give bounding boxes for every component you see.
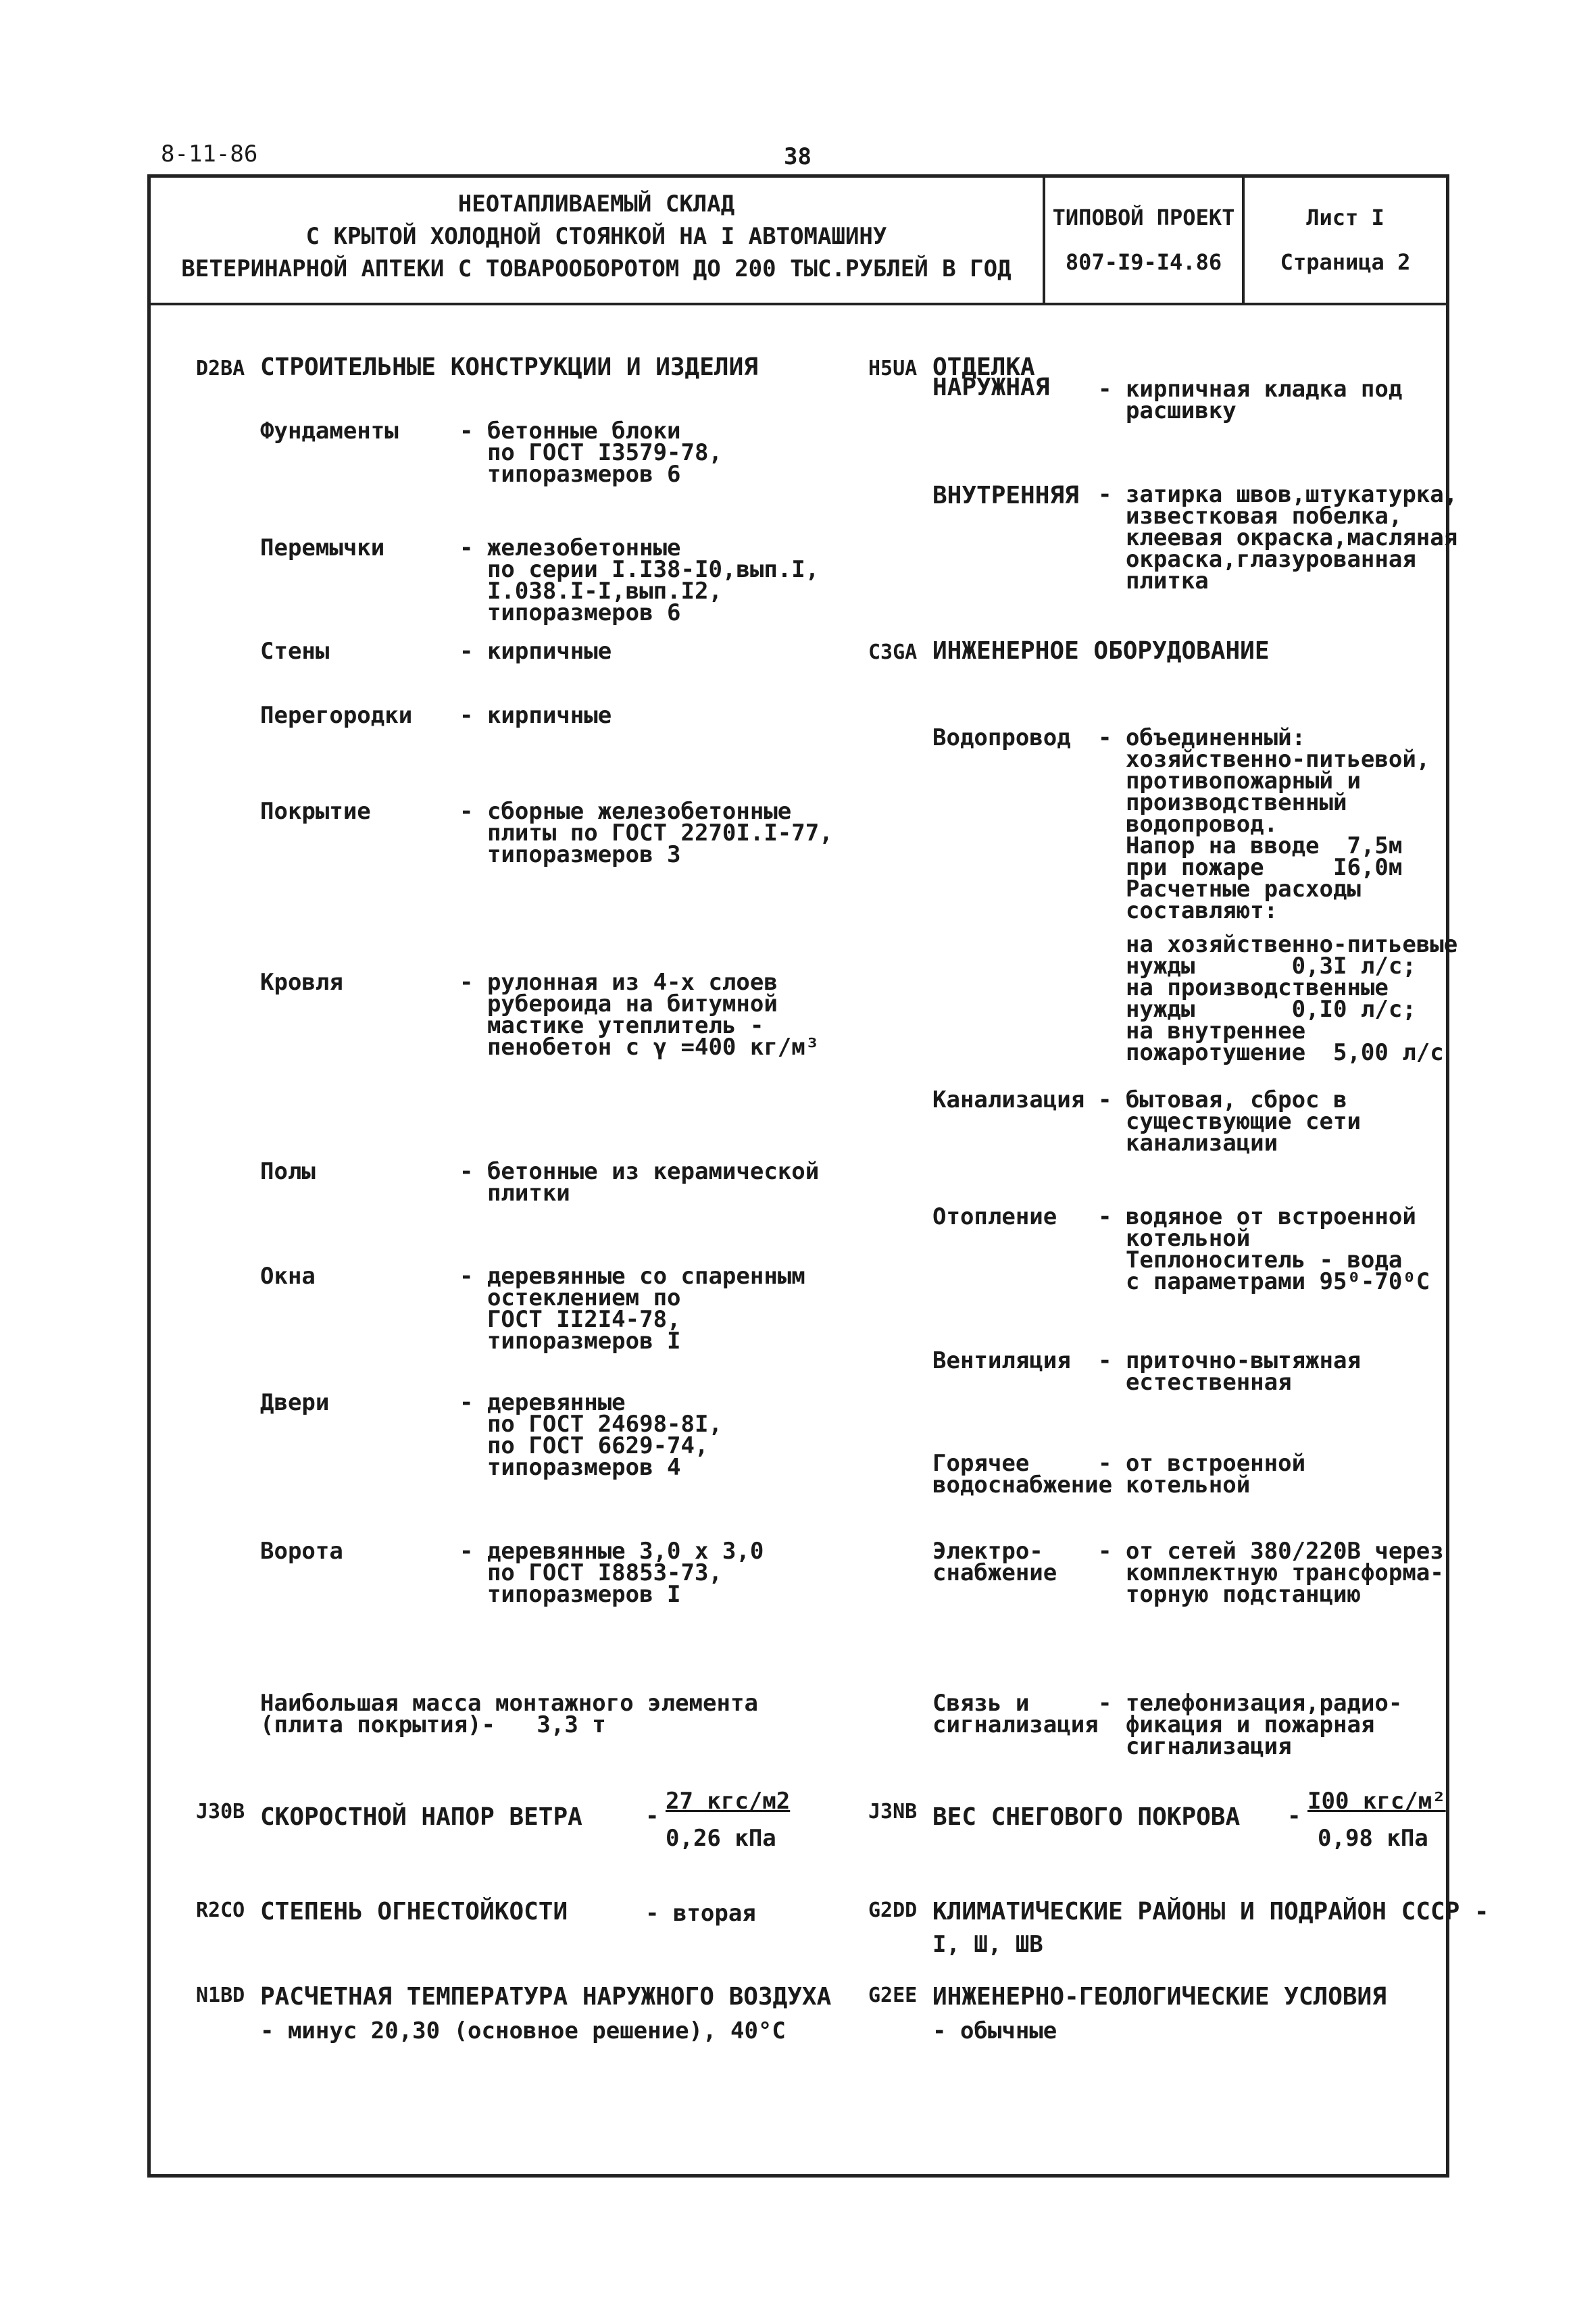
item-label-walls: Стены: [260, 638, 330, 665]
eq-text-heating: - водяное от встроенной котельной Теплоноситель - вода с параметрами 95⁰-70⁰С: [1098, 1203, 1430, 1295]
climate-value: I, Ш, ШВ: [932, 1931, 1043, 1958]
item-label-partitions: Перегородки: [260, 702, 413, 729]
eq-label-ventilation: Вентиляция: [932, 1347, 1071, 1374]
item-text-lintels: - железобетонные по серии I.I38-I0,вып.I, I.038.I-I,вып.I2, типоразмеров 6: [459, 534, 820, 626]
finish-outer-text: - кирпичная кладка под расшивку: [1098, 376, 1403, 424]
page-label: Страница 2: [1280, 249, 1411, 275]
wind-code: J30B: [196, 1800, 245, 1823]
finish-outer-label: НАРУЖНАЯ: [932, 374, 1050, 401]
fire-title: СТЕПЕНЬ ОГНЕСТОЙКОСТИ: [260, 1898, 568, 1926]
item-label-foundation: Фундаменты: [260, 418, 399, 445]
geo-code: G2EE: [868, 1984, 918, 2007]
section-code-left: D2BA: [196, 357, 245, 380]
header-title: [155, 188, 1037, 285]
item-text-floors: - бетонные из керамической плитки: [459, 1158, 820, 1207]
eq-text-comms: - телефонизация,радио- фикация и пожарная сигнализация: [1098, 1690, 1403, 1760]
item-text-partitions: - кирпичные: [459, 702, 612, 729]
fire-code: R2CO: [196, 1898, 245, 1922]
item-text-gates: - деревянные 3,0 x 3,0 по ГОСТ I8853-73, типоразмеров I: [459, 1538, 764, 1608]
title-line-2: С КРЫТОЙ ХОЛОДНОЙ СТОЯНКОЙ НА I АВТОМАШИНУ: [305, 223, 887, 250]
title-line-3: ВЕТЕРИНАРНОЙ АПТЕКИ С ТОВАРООБОРОТОМ ДО 200 ТЫС.РУБЛЕЙ В ГОД: [181, 255, 1012, 282]
item-label-lintels: Перемычки: [260, 534, 385, 561]
header-divider: [147, 303, 1449, 305]
item-label-floors: Полы: [260, 1158, 316, 1185]
item-label-roof-deck: Покрытие: [260, 798, 371, 825]
header-vline-1: [1043, 174, 1045, 304]
item-text-foundation: - бетонные блоки по ГОСТ I3579-78, типоразмеров 6: [459, 418, 722, 488]
equipment-title: ИНЖЕНЕРНОЕ ОБОРУДОВАНИЕ: [932, 637, 1270, 665]
geo-value: - обычные: [932, 2017, 1057, 2044]
title-line-1: НЕОТАПЛИВАЕМЫЙ СКЛАД: [457, 191, 735, 218]
wind-title: СКОРОСТНОЙ НАПОР ВЕТРА: [260, 1803, 582, 1831]
item-text-roof-deck: - сборные железобетонные плиты по ГОСТ 2270I.I-77, типоразмеров 3: [459, 798, 833, 868]
temp-code: N1BD: [196, 1984, 245, 2007]
climate-title: КЛИМАТИЧЕСКИЕ РАЙОНЫ И ПОДРАЙОН СССР -: [932, 1898, 1489, 1926]
eq-text-water: - объединенный: хозяйственно-питьевой, противопожарный и производственный водопровод. Напор на вводе 7,5м при пожаре I6,0м Расчетные расходы составляют:: [1098, 724, 1430, 924]
eq-label-heating: Отопление: [932, 1203, 1057, 1230]
snow-code: J3NB: [868, 1800, 918, 1823]
document-date: 8-11-86: [161, 141, 258, 168]
project-label: ТИПОВОЙ ПРОЕКТ: [1052, 205, 1235, 230]
page-number: 38: [784, 143, 812, 170]
item-label-roofing: Кровля: [260, 969, 343, 996]
eq-label-water: Водопровод: [932, 724, 1071, 751]
eq-label-sewer: Канализация: [932, 1086, 1085, 1113]
snow-dash: -: [1287, 1803, 1301, 1830]
eq-text-hot-water: - от встроенной котельной: [1098, 1450, 1306, 1499]
eq-label-power: Электро- снабжение: [932, 1538, 1057, 1586]
item-text-roofing: - рулонная из 4-х слоев рубероида на битумной мастике утеплитель - пенобетон с γ =400 кг/м³: [459, 969, 820, 1061]
wind-dash: -: [645, 1803, 659, 1830]
max-mass-note: Наибольшая масса монтажного элемента (плита покрытия)- 3,3 т: [260, 1690, 758, 1738]
snow-value-kpa: 0,98 кПа: [1318, 1825, 1428, 1852]
item-text-walls: - кирпичные: [459, 638, 612, 665]
item-label-doors: Двери: [260, 1389, 330, 1416]
geo-title: ИНЖЕНЕРНО-ГЕОЛОГИЧЕСКИЕ УСЛОВИЯ: [932, 1983, 1387, 2011]
wind-value-kpa: 0,26 кПа: [666, 1825, 776, 1852]
item-text-doors: - деревянные по ГОСТ 24698-8I, по ГОСТ 6629-74, типоразмеров 4: [459, 1389, 722, 1481]
item-text-windows: - деревянные со спаренным остеклением по ГОСТ II2I4-78, типоразмеров I: [459, 1263, 805, 1355]
snow-value-kgs: I00 кгс/м²: [1307, 1788, 1446, 1815]
item-label-windows: Окна: [260, 1263, 316, 1290]
project-number: 807-I9-I4.86: [1065, 249, 1222, 275]
finish-inner-text: - затирка швов,штукатурка, известковая побелка, клеевая окраска,масляная окраска,глазурованная плитка: [1098, 481, 1458, 595]
eq-label-comms: Связь и сигнализация: [932, 1690, 1099, 1738]
section-code-equipment: C3GA: [868, 640, 918, 664]
temp-value: - минус 20,30 (основное решение), 40°С: [260, 2017, 786, 2044]
climate-code: G2DD: [868, 1898, 918, 1922]
snow-title: ВЕС СНЕГОВОГО ПОКРОВА: [932, 1803, 1241, 1831]
eq-label-hot-water: Горячее водоснабжение: [932, 1450, 1113, 1499]
finish-title: ОТДЕЛКА: [932, 353, 1035, 381]
sheet-number: Лист I: [1306, 205, 1385, 230]
eq-text-power: - от сетей 380/220В через комплектную трансформа- торную подстанцию: [1098, 1538, 1444, 1608]
item-label-gates: Ворота: [260, 1538, 343, 1565]
finish-inner-label: ВНУТРЕННЯЯ: [932, 482, 1079, 509]
eq-text-ventilation: - приточно-вытяжная естественная: [1098, 1347, 1361, 1396]
eq-text-water-flows: на хозяйственно-питьевые нужды 0,3I л/с; на производственные нужды 0,I0 л/с; на внутреннее пожаротушение 5,00 л/с: [1125, 931, 1458, 1066]
section-code-finish: H5UA: [868, 357, 918, 380]
section-title-left: СТРОИТЕЛЬНЫЕ КОНСТРУКЦИИ И ИЗДЕЛИЯ: [260, 353, 758, 381]
eq-text-sewer: - бытовая, сброс в существующие сети канализации: [1098, 1086, 1361, 1157]
fire-value: - вторая: [645, 1900, 756, 1927]
header-vline-2: [1242, 174, 1245, 304]
wind-value-kgs: 27 кгс/м2: [666, 1788, 791, 1815]
temp-title: РАСЧЕТНАЯ ТЕМПЕРАТУРА НАРУЖНОГО ВОЗДУХА: [260, 1983, 832, 2011]
